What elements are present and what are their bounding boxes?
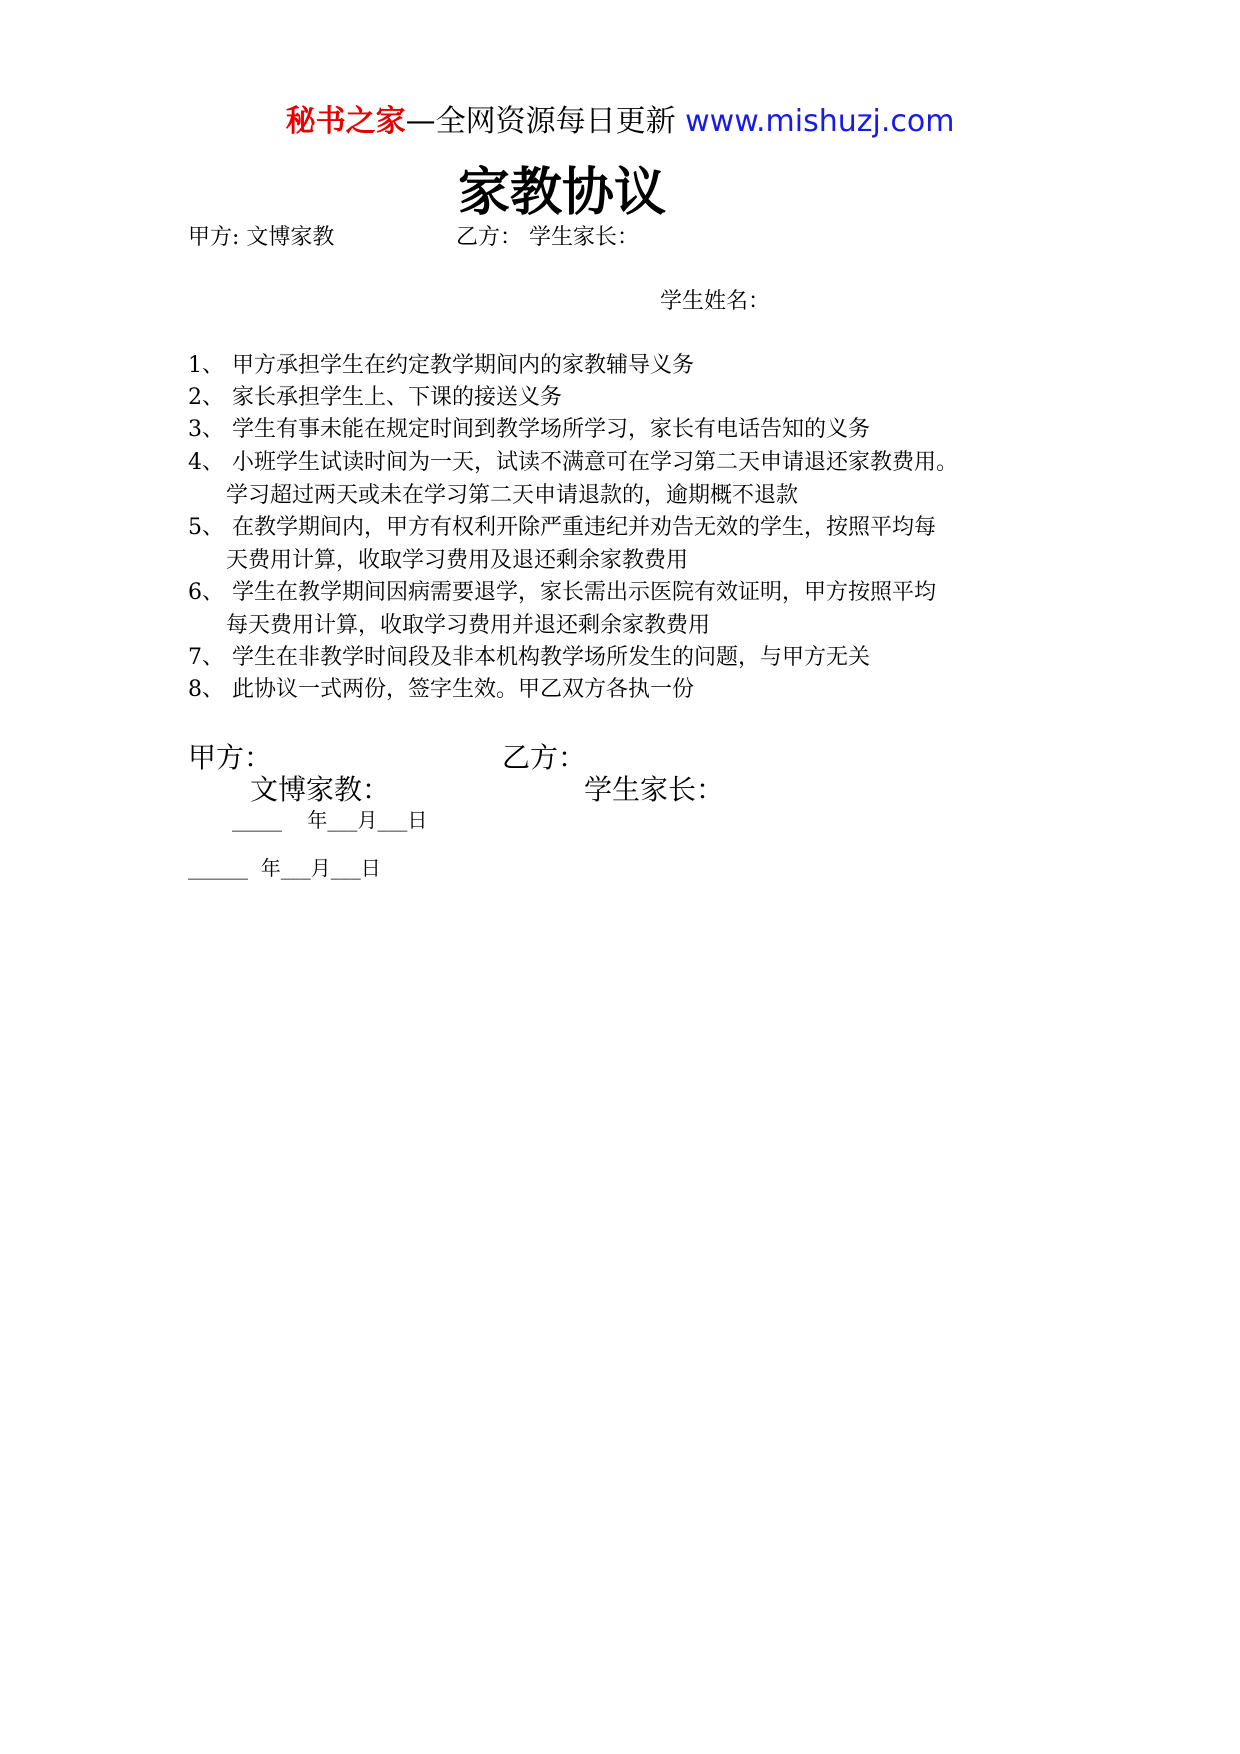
clause-number: 5、 [188, 515, 224, 540]
clause-8 [188, 674, 1088, 707]
document-title: 家教协议 [457, 163, 666, 223]
clause-text: 学生有事未能在规定时间到教学场所学习，家长有电话告知的义务 [232, 417, 871, 442]
signature-date-a: _____ 年___月___日 [232, 808, 428, 832]
clause-5 [188, 512, 1088, 577]
party-b-header: 乙方： 学生家长： [456, 225, 639, 250]
clause-text: 此协议一式两份，签字生效。甲乙双方各执一份 [232, 677, 695, 702]
signature-party-b-name: 学生家长： [584, 773, 725, 806]
clause-3 [188, 414, 1088, 447]
clause-text-continued: 每天费用计算，收取学习费用并退还剩余家教费用 [226, 612, 711, 638]
signature-date-b: ______ 年___月___日 [188, 856, 381, 880]
signature-party-a-label: 甲方： [188, 741, 273, 774]
clause-number: 7、 [188, 645, 224, 670]
clause-1 [188, 350, 1088, 383]
clause-text-continued: 天费用计算，收取学习费用及退还剩余家教费用 [226, 547, 689, 573]
clause-number: 3、 [188, 417, 224, 442]
clause-6 [188, 577, 1088, 642]
banner-slogan: —全网资源每日更新 [405, 104, 676, 139]
party-a-header: 甲方: 文博家教 [188, 225, 335, 250]
clause-number: 8、 [188, 677, 224, 702]
banner-brand: 秘书之家 [285, 104, 406, 139]
clause-text: 学生在非教学时间段及非本机构教学场所发生的问题，与甲方无关 [232, 645, 871, 670]
clause-text: 甲方承担学生在约定教学期间内的家教辅导义务 [232, 353, 695, 378]
clause-number: 1、 [188, 353, 224, 378]
clause-text: 在教学期间内，甲方有权利开除严重违纪并劝告无效的学生，按照平均每 [232, 515, 937, 540]
clause-number: 4、 [188, 450, 224, 475]
signature-party-b-label: 乙方： [502, 741, 587, 774]
signature-party-a-name: 文博家教： [250, 773, 391, 806]
student-name-label: 学生姓名： [660, 289, 771, 314]
clause-2 [188, 382, 1088, 415]
clause-text: 家长承担学生上、下课的接送义务 [232, 385, 563, 410]
clause-text: 学生在教学期间因病需要退学，家长需出示医院有效证明，甲方按照平均 [232, 580, 937, 605]
clause-text: 小班学生试读时间为一天，试读不满意可在学习第二天申请退还家教费用。 [232, 450, 959, 475]
clause-7 [188, 642, 1088, 675]
clause-text-continued: 学习超过两天或未在学习第二天申请退款的，逾期概不退款 [226, 482, 799, 508]
clause-number: 2、 [188, 385, 224, 410]
site-banner [0, 100, 1240, 144]
clause-number: 6、 [188, 580, 224, 605]
banner-url[interactable]: www.mishuzj.com [685, 104, 955, 139]
clause-4 [188, 447, 1088, 512]
